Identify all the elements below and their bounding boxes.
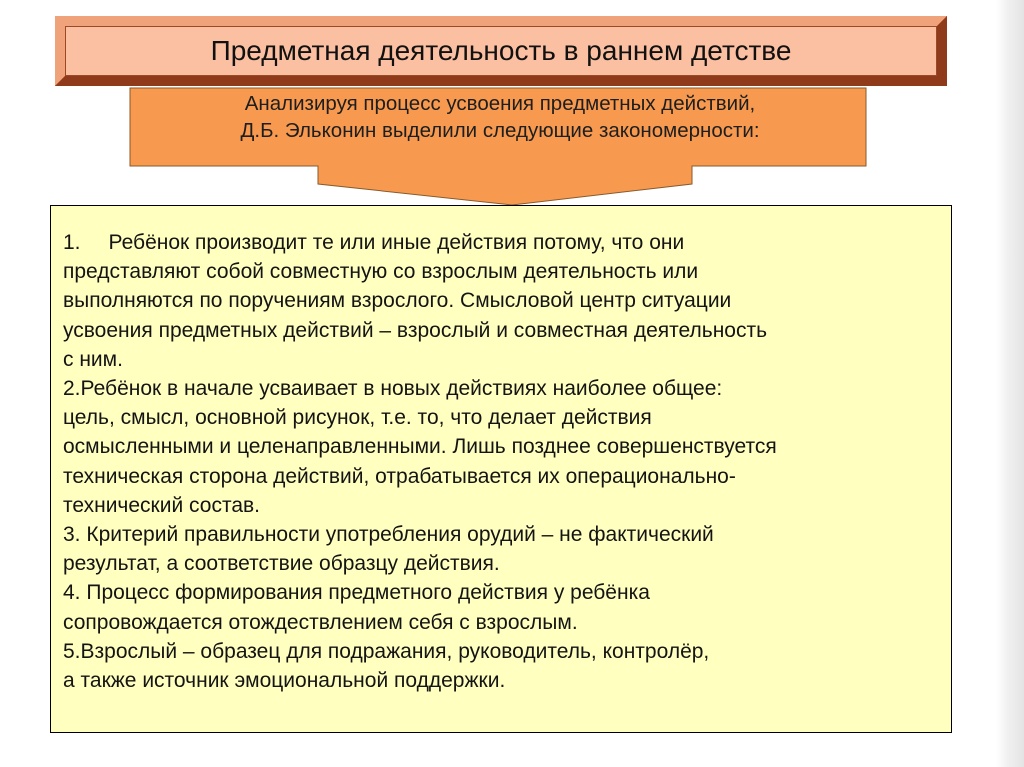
content-line: результат, а соответствие образцу действия. (63, 552, 500, 576)
item-1-line-1 (63, 228, 951, 257)
content-line: с ним. (63, 347, 123, 371)
item-1-text: Ребёнок производит те или иные действия потому, что они (108, 231, 685, 254)
content-line: цель, смысл, основной рисунок, т.е. то, что делает действия (63, 406, 652, 430)
subtitle-line-1: Анализируя процесс усвоения предметных действий, (244, 92, 756, 115)
content-line: осмысленными и целенаправленными. Лишь позднее совершенствуется (63, 435, 777, 459)
page-title: Предметная деятельность в раннем детстве (210, 35, 792, 66)
content-line: усвоения предметных действий – взрослый и совместная деятельность (63, 318, 768, 342)
content-line: 4. Процесс формирования предметного действия у ребёнка (63, 581, 650, 605)
subtitle-line-2: Д.Б. Эльконин выделили следующие закономерности: (240, 119, 760, 142)
content-box (50, 205, 952, 733)
content-line: а также источник эмоциональной поддержки. (63, 669, 506, 693)
content-line: техническая сторона действий, отрабатывается их операционально- (63, 464, 736, 488)
item-1-number: 1. (63, 231, 81, 254)
content-line: технический состав. (63, 493, 260, 517)
content-line: 3. Критерий правильности употребления орудий – не фактический (63, 523, 714, 547)
content-line: сопровождается отождествлением себя с взрослым. (63, 610, 578, 634)
content-line: 5.Взрослый – образец для подражания, руководитель, контролёр, (63, 639, 710, 663)
content-line: 2.Ребёнок в начале усваивает в новых действиях наиболее общее: (63, 377, 723, 401)
subtitle (140, 90, 860, 144)
content-line: выполняются по поручениям взрослого. Смысловой центр ситуации (63, 289, 732, 313)
content-line: представляют собой совместную со взрослым деятельность или (63, 260, 699, 284)
